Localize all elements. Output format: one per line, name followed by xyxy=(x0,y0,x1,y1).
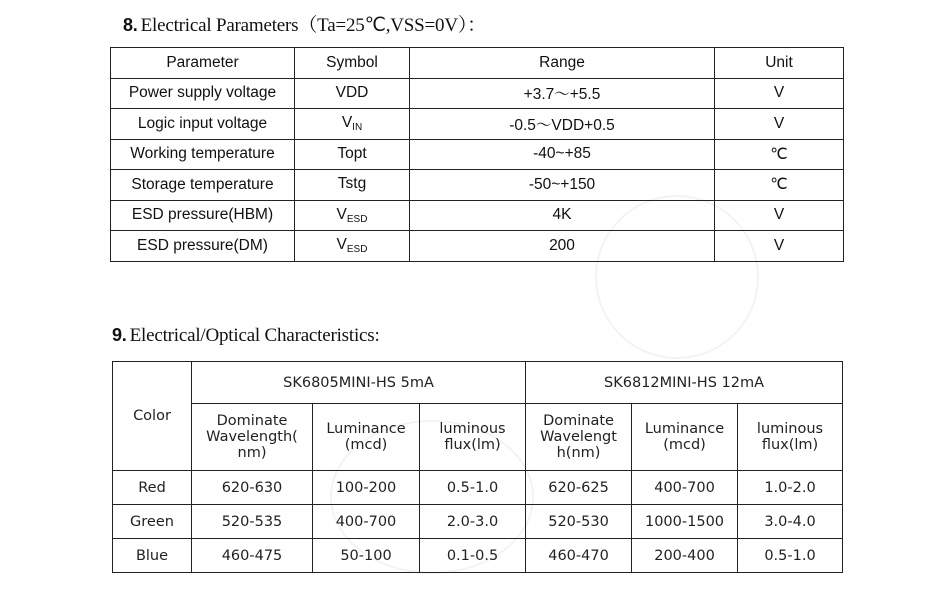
symbol-cell xyxy=(295,231,410,262)
electrical-parameters-table xyxy=(110,47,844,262)
symbol-subscript: ESD xyxy=(346,244,368,256)
value-cell: 460-475 xyxy=(192,539,313,573)
symbol-text: V xyxy=(336,236,347,254)
header-cell: Parameter xyxy=(111,48,295,79)
value-cell: 620-625 xyxy=(526,471,632,505)
unit-cell: ℃ xyxy=(715,170,844,201)
range-cell: 200 xyxy=(410,231,715,262)
color-cell: Green xyxy=(113,505,192,539)
value-cell: 0.5-1.0 xyxy=(738,539,843,573)
symbol-cell xyxy=(295,78,410,109)
value-cell: 460-470 xyxy=(526,539,632,573)
table-row xyxy=(113,539,843,573)
subheader-cell: Dominate Wavelengt h(nm) xyxy=(526,404,632,471)
table-row xyxy=(111,78,844,109)
range-cell: -40~+85 xyxy=(410,139,715,170)
value-cell: 520-530 xyxy=(526,505,632,539)
table-row xyxy=(111,200,844,231)
symbol-cell xyxy=(295,170,410,201)
value-cell: 400-700 xyxy=(632,471,738,505)
parameter-cell: ESD pressure(HBM) xyxy=(111,200,295,231)
value-cell: 50-100 xyxy=(313,539,420,573)
subheader-cell: Dominate Wavelength( nm) xyxy=(192,404,313,471)
value-cell: 200-400 xyxy=(632,539,738,573)
value-cell: 620-630 xyxy=(192,471,313,505)
unit-cell: V xyxy=(715,109,844,140)
subheader-row xyxy=(113,404,843,471)
table-row xyxy=(111,109,844,140)
value-cell: 0.5-1.0 xyxy=(420,471,526,505)
unit-cell: ℃ xyxy=(715,139,844,170)
range-cell: +3.7～+5.5 xyxy=(410,78,715,109)
optical-characteristics-table xyxy=(112,361,843,573)
parameter-cell: Logic input voltage xyxy=(111,109,295,140)
table-row xyxy=(113,471,843,505)
unit-cell: V xyxy=(715,231,844,262)
unit-cell: V xyxy=(715,200,844,231)
section8-heading xyxy=(123,10,486,37)
symbol-text: V xyxy=(336,205,347,223)
value-cell: 2.0-3.0 xyxy=(420,505,526,539)
value-cell: 3.0-4.0 xyxy=(738,505,843,539)
symbol-text: Tstg xyxy=(337,175,367,193)
table-row xyxy=(113,505,843,539)
symbol-cell xyxy=(295,139,410,170)
symbol-cell xyxy=(295,109,410,140)
group-header-cell: SK6812MINI-HS 12mA xyxy=(526,362,843,404)
symbol-subscript: ESD xyxy=(346,213,368,225)
section9-heading xyxy=(112,325,380,347)
group-header-row xyxy=(113,362,843,404)
parameter-cell: Working temperature xyxy=(111,139,295,170)
section8-number: 8. xyxy=(123,15,138,35)
header-cell: Range xyxy=(410,48,715,79)
symbol-text: V xyxy=(341,114,353,132)
range-cell: 4K xyxy=(410,200,715,231)
section9-number: 9. xyxy=(112,325,127,345)
header-cell: Unit xyxy=(715,48,844,79)
section8-title: Electrical Parameters（Ta=25℃,VSS=0V）： xyxy=(140,15,486,36)
table-row xyxy=(111,139,844,170)
range-cell: -50~+150 xyxy=(410,170,715,201)
parameter-cell: ESD pressure(DM) xyxy=(111,231,295,262)
symbol-text: Topt xyxy=(337,144,367,162)
symbol-text: VDD xyxy=(335,83,369,101)
table-row xyxy=(111,170,844,201)
value-cell: 1.0-2.0 xyxy=(738,471,843,505)
section9-title: Electrical/Optical Characteristics: xyxy=(129,325,380,346)
group-header-cell: SK6805MINI-HS 5mA xyxy=(192,362,526,404)
value-cell: 520-535 xyxy=(192,505,313,539)
header-cell: Symbol xyxy=(295,48,410,79)
value-cell: 100-200 xyxy=(313,471,420,505)
symbol-subscript: IN xyxy=(352,122,363,134)
table-header-row xyxy=(111,48,844,79)
color-cell: Blue xyxy=(113,539,192,573)
parameter-cell: Storage temperature xyxy=(111,170,295,201)
unit-cell: V xyxy=(715,78,844,109)
subheader-cell: Luminance (mcd) xyxy=(313,404,420,471)
value-cell: 1000-1500 xyxy=(632,505,738,539)
table-row xyxy=(111,231,844,262)
subheader-cell: Luminance (mcd) xyxy=(632,404,738,471)
parameter-cell: Power supply voltage xyxy=(111,78,295,109)
color-header-cell: Color xyxy=(113,362,192,471)
subheader-cell: luminous flux(lm) xyxy=(420,404,526,471)
value-cell: 0.1-0.5 xyxy=(420,539,526,573)
value-cell: 400-700 xyxy=(313,505,420,539)
color-cell: Red xyxy=(113,471,192,505)
range-cell: -0.5～VDD+0.5 xyxy=(410,109,715,140)
subheader-cell: luminous flux(lm) xyxy=(738,404,843,471)
symbol-cell xyxy=(295,200,410,231)
